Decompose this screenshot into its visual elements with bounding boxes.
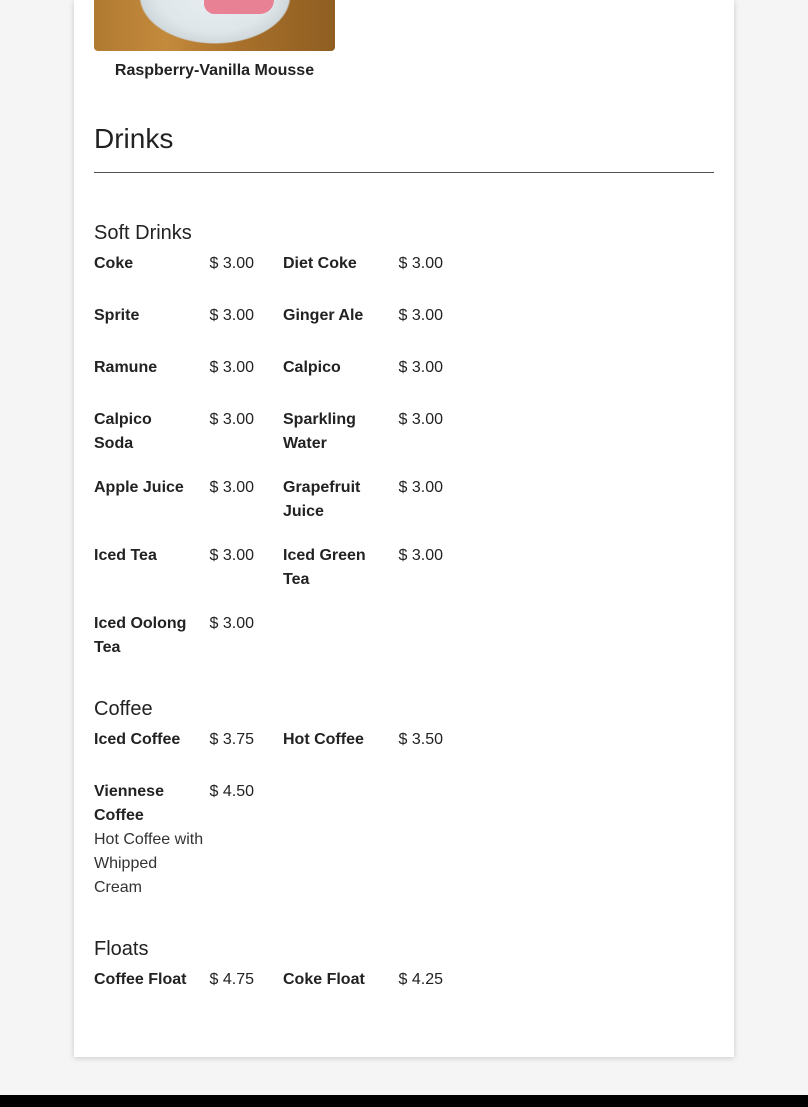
item-price: $ 3.00 [398, 411, 443, 428]
item-price: $ 4.50 [209, 783, 254, 800]
item-name: Iced Green Tea [283, 547, 366, 588]
item-price: $ 4.75 [209, 971, 254, 988]
item-name: Sprite [94, 307, 140, 324]
item-name: Grapefruit Juice [283, 479, 361, 520]
item-name: Iced Tea [94, 547, 157, 564]
item-name: Calpico Soda [94, 411, 152, 452]
item-description: Hot Coffee with Whipped Cream [94, 831, 204, 896]
item-price: $ 3.00 [209, 359, 254, 376]
item-name: Ramune [94, 359, 158, 376]
item-price: $ 3.00 [398, 255, 443, 272]
category-title: Coffee [94, 698, 153, 720]
item-price: $ 3.00 [209, 307, 254, 324]
item-name: Calpico [283, 359, 341, 376]
section-title: Drinks [94, 123, 174, 154]
item-name: Viennese Coffee [94, 783, 164, 824]
item-price: $ 3.50 [398, 731, 443, 748]
item-name: Apple Juice [94, 479, 184, 496]
item-price: $ 3.00 [398, 479, 443, 496]
item-price: $ 3.00 [398, 307, 443, 324]
item-name: Ginger Ale [283, 307, 364, 324]
item-name: Iced Oolong Tea [94, 615, 187, 656]
item-price: $ 3.00 [209, 615, 254, 632]
section-divider [94, 172, 714, 173]
item-price: $ 3.00 [209, 547, 254, 564]
category-title: Floats [94, 938, 149, 960]
item-price: $ 3.00 [209, 411, 254, 428]
dessert-photo [94, 0, 335, 51]
item-price: $ 4.25 [398, 971, 443, 988]
raspberry-topping [204, 0, 274, 14]
item-price: $ 3.75 [209, 731, 254, 748]
item-name: Coffee Float [94, 971, 187, 988]
page-footer [0, 1095, 808, 1107]
category-title: Soft Drinks [94, 222, 192, 244]
item-price: $ 3.00 [398, 547, 443, 564]
item-name: Coke Float [283, 971, 365, 988]
item-name: Diet Coke [283, 255, 357, 272]
item-name: Hot Coffee [283, 731, 364, 748]
item-price: $ 3.00 [209, 255, 254, 272]
item-name: Sparkling Water [283, 411, 356, 452]
item-price: $ 3.00 [398, 359, 443, 376]
item-price: $ 3.00 [209, 479, 254, 496]
dessert-caption: Raspberry-Vanilla Mousse [114, 62, 315, 79]
item-name: Iced Coffee [94, 731, 181, 748]
item-name: Coke [94, 255, 134, 272]
